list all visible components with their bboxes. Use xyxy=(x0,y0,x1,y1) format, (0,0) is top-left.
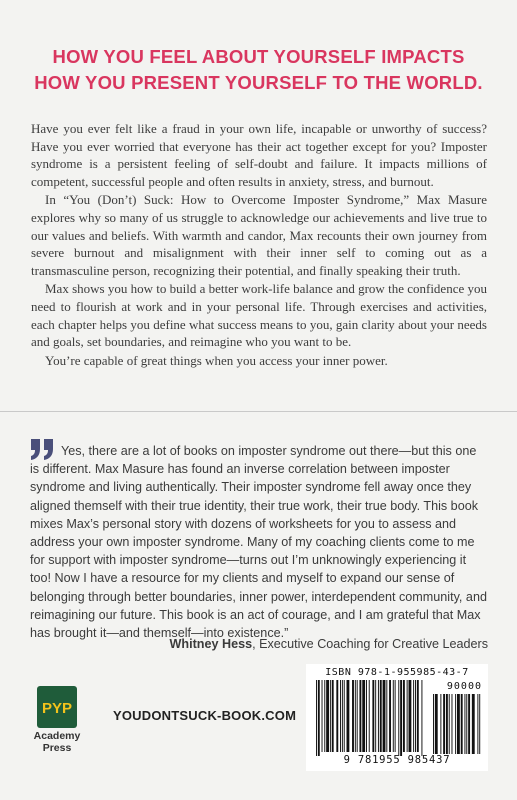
barcode-bar xyxy=(413,680,414,752)
barcode-addon-bar xyxy=(466,694,467,754)
barcode-bar xyxy=(318,680,320,756)
publisher-name-line-2: Press xyxy=(42,741,72,754)
barcode-bar xyxy=(355,680,356,752)
barcode-bar xyxy=(342,680,343,752)
description-paragraph-3: Max shows you how to build a better work-life balance and grow the confidence you need to flourish at work and in your personal life. Through exercises and activities, each chapter helps you define what success means to you, gain clarity about your needs and goals, set boundaries, and reimagine who you want to be. xyxy=(31,281,487,350)
barcode-addon-bar xyxy=(449,694,450,754)
publisher-logo-text: PYP xyxy=(41,700,73,717)
barcode-bar xyxy=(332,680,334,752)
barcode-addon-bar xyxy=(433,694,434,754)
isbn-label: ISBN 978-1-955985-43-7 xyxy=(325,667,469,678)
barcode-bar xyxy=(330,680,331,752)
barcode-bar xyxy=(393,680,394,752)
barcode-addon-bar xyxy=(440,694,441,754)
barcode-bar xyxy=(409,680,412,752)
headline-line-1: HOW YOU FEEL ABOUT YOURSELF IMPACTS xyxy=(52,46,465,67)
barcode-addon-bar xyxy=(457,694,460,754)
testimonial-quote: Yes, there are a lot of books on imposter syndrome out there—but this one is different. Max Masure has found an inverse correlation between imposter syndrome and living authentically. Their imposter syndrome fell away once they aligned themself with their true identity, their true work, their true body. This book mixes Max’s personal story with dozens of worksheets for you to assess and address your own imposter syndrome. Many of my coaching clients come to me for support with imposter syndrome—turns out I’m unknowingly experiencing it too! Now I have a resource for my clients and myself to expand our sense of belonging through better boundaries, inner power, interdependent community, and reimagining our future. This book is an act of courage, and I am grateful that Max has brought it—and themself—into existence.” xyxy=(30,444,487,641)
barcode-addon-bar xyxy=(443,694,445,754)
barcode-bar xyxy=(316,680,317,756)
barcode-bar xyxy=(389,680,391,752)
barcode-addon-bar xyxy=(435,694,438,754)
testimonial-author: Whitney Hess xyxy=(169,637,253,651)
barcode-bar xyxy=(340,680,341,752)
barcode-bar xyxy=(395,680,396,752)
description-paragraph-1: Have you ever felt like a fraud in your own life, incapable or unworthy of success? Have you ever worried that everyone has their act together except for you? Imposter syndrome is a persistent feeling of self-doubt and failure. It impacts millions of competent, successful people and often results in anxiety, stress, and burnout. xyxy=(31,121,487,189)
publisher-logo xyxy=(37,686,77,728)
barcode-addon-bar xyxy=(455,694,456,754)
barcode-bar xyxy=(352,680,354,752)
barcode-bar xyxy=(344,680,345,752)
publisher-name xyxy=(32,731,82,754)
headline xyxy=(20,44,497,96)
headline-line-2: HOW YOU PRESENT YOURSELF TO THE WORLD. xyxy=(34,72,483,93)
barcode-bar xyxy=(403,680,405,752)
testimonial-attribution xyxy=(30,637,488,651)
description-paragraph-2: In “You (Don’t) Suck: How to Overcome Imposter Syndrome,” Max Masure explores why so many of us struggle to acknowledge our achievements and live true to our values and beliefs. With warmth and candor, Max recounts their own journey from severe burnout and misalignment with their inner self to coming out as a transmasculine person, recognizing their potential, and finally speaking their truth. xyxy=(31,192,487,278)
website-link[interactable]: YOUDONTSUCK-BOOK.COM xyxy=(113,708,297,723)
barcode-addon-bar xyxy=(468,694,470,754)
barcode-bar xyxy=(362,680,365,752)
barcode-bar xyxy=(398,680,399,756)
testimonial-author-role: , Executive Coaching for Creative Leaders xyxy=(252,637,488,651)
barcode-bar xyxy=(366,680,367,752)
barcode-bar xyxy=(407,680,408,752)
barcode-bar xyxy=(421,680,422,756)
barcode-panel xyxy=(306,664,488,771)
barcode-addon-bar xyxy=(464,694,465,754)
barcode-addon-bar xyxy=(446,694,448,754)
barcode-bar xyxy=(415,680,416,752)
barcode-bar xyxy=(359,680,361,752)
barcode-addon-bar xyxy=(477,694,478,754)
description xyxy=(31,120,487,370)
barcode-bar xyxy=(324,680,325,752)
barcode-bar xyxy=(357,680,358,752)
barcode-bar xyxy=(375,680,376,752)
price-code: 90000 xyxy=(446,681,482,692)
barcode-bar xyxy=(400,680,402,756)
barcode-bar xyxy=(347,680,350,752)
barcode-bar xyxy=(369,680,370,752)
barcode-bar xyxy=(326,680,329,752)
barcode-addon-bar xyxy=(479,694,480,754)
barcode-bar xyxy=(322,680,323,752)
barcode-addon-bar xyxy=(452,694,453,754)
publisher-name-line-1: Academy xyxy=(33,730,81,742)
section-divider xyxy=(0,411,517,412)
barcode-addon-bar xyxy=(472,694,475,754)
barcode-bar xyxy=(383,680,386,752)
barcode-bar xyxy=(372,680,374,752)
barcode-bar xyxy=(336,680,338,752)
barcode-bar xyxy=(380,680,382,752)
isbn-digits: 9 781955 985437 xyxy=(343,754,451,766)
barcode-bar xyxy=(378,680,379,752)
barcode-addon-bar xyxy=(461,694,463,754)
description-paragraph-4: You’re capable of great things when you access your inner power. xyxy=(45,352,388,368)
barcode-bar xyxy=(386,680,387,752)
barcode-bar xyxy=(417,680,419,752)
